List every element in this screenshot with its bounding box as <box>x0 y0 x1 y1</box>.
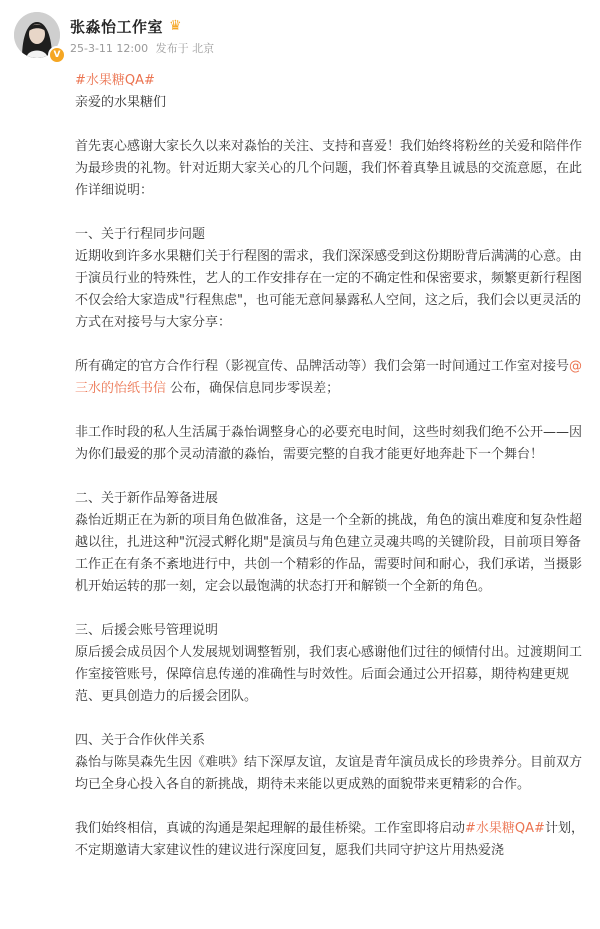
post-location: 发布于 北京 <box>155 42 215 55</box>
section-4-title: 四、关于合作伙伴关系 <box>75 733 206 748</box>
closing-text-a: 我们始终相信，真诚的沟通是架起理解的最佳桥梁。工作室即将启动 <box>75 821 466 836</box>
mention-link[interactable]: @三水的怡纸书信 <box>75 359 583 396</box>
closing-text-b: 计划，不定期邀请大家建议性的建议进行深度回复，愿我们共同守护这片用热爱浇 <box>75 821 584 858</box>
intro-paragraph: 首先衷心感谢大家长久以来对淼怡的关注、支持和喜爱！我们始终将粉丝的关爱和陪伴作为最珍贵的礼物。针对近期大家关心的几个问题，我们怀着真挚且诚恳的交流意愿，在此作详细说明： <box>75 139 583 198</box>
closing-paragraph <box>75 818 590 862</box>
section-1-title: 一、关于行程同步问题 <box>75 227 206 242</box>
vip-badge[interactable] <box>169 18 182 34</box>
section-1-paragraph-2-text-b: 公布，确保信息同步零误差； <box>166 381 340 396</box>
verified-v-icon: V <box>48 46 66 64</box>
closing-hashtag-link[interactable]: #水果糖QA# <box>465 821 545 836</box>
author-name[interactable]: 张淼怡工作室 <box>70 17 164 36</box>
section-4-paragraph-1: 淼怡与陈昊森先生因《难哄》结下深厚友谊，友谊是青年演员成长的珍贵养分。目前双方均已全身心投入各自的新挑战，期待未来能以更成熟的面貌带来更精彩的合作。 <box>75 755 583 792</box>
hashtag-link[interactable]: #水果糖QA# <box>75 73 155 88</box>
post-body <box>75 70 590 862</box>
crown-icon: ♛ <box>169 18 182 34</box>
section-3-title: 三、后援会账号管理说明 <box>75 623 219 638</box>
post-header <box>14 12 586 62</box>
section-3-paragraph-1: 原后援会成员因个人发展规划调整暂别，我们衷心感谢他们过往的倾情付出。过渡期间工作室接管账号，保障信息传递的准确性与时效性。后面会通过公开招募，期待构建更规范、更具创造力的后援会团队。 <box>75 645 583 704</box>
post-timestamp: 25-3-11 12:00 <box>70 42 149 55</box>
greeting: 亲爱的水果糖们 <box>75 95 167 110</box>
section-1-paragraph-2-text-a: 所有确定的官方合作行程（影视宣传、品牌活动等）我们会第一时间通过工作室对接号 <box>75 359 570 374</box>
section-2-title: 二、关于新作品筹备进展 <box>75 491 219 506</box>
section-1-paragraph-3: 非工作时段的私人生活属于淼怡调整身心的必要充电时间，这些时刻我们绝不公开——因为你们最爱的那个灵动清澈的淼怡，需要完整的自我才能更好地奔赴下一个舞台！ <box>75 425 583 462</box>
section-2-paragraph-1: 淼怡近期正在为新的项目角色做准备，这是一个全新的挑战，角色的演出难度和复杂性超越以往，扎进这种"沉浸式孵化期"是演员与角色建立灵魂共鸣的关键阶段，目前项目筹备工作正在有条不紊地进行中，共创一个精彩的作品，需要时间和耐心，我们承诺，当摄影机开始运转的那一刻，定会以最饱满的状态打开和解锁一个全新的角色。 <box>75 513 583 594</box>
section-1-paragraph-2 <box>75 356 590 400</box>
post-meta <box>70 40 218 56</box>
section-1-paragraph-1: 近期收到许多水果糖们关于行程图的需求，我们深深感受到这份期盼背后满满的心意。由于演员行业的特殊性，艺人的工作安排存在一定的不确定性和保密要求，频繁更新行程图不仅会给大家造成"行程焦虑"，也可能无意间暴露私人空间，这之后，我们会以更灵活的方式在对接号与大家分享： <box>75 249 583 330</box>
